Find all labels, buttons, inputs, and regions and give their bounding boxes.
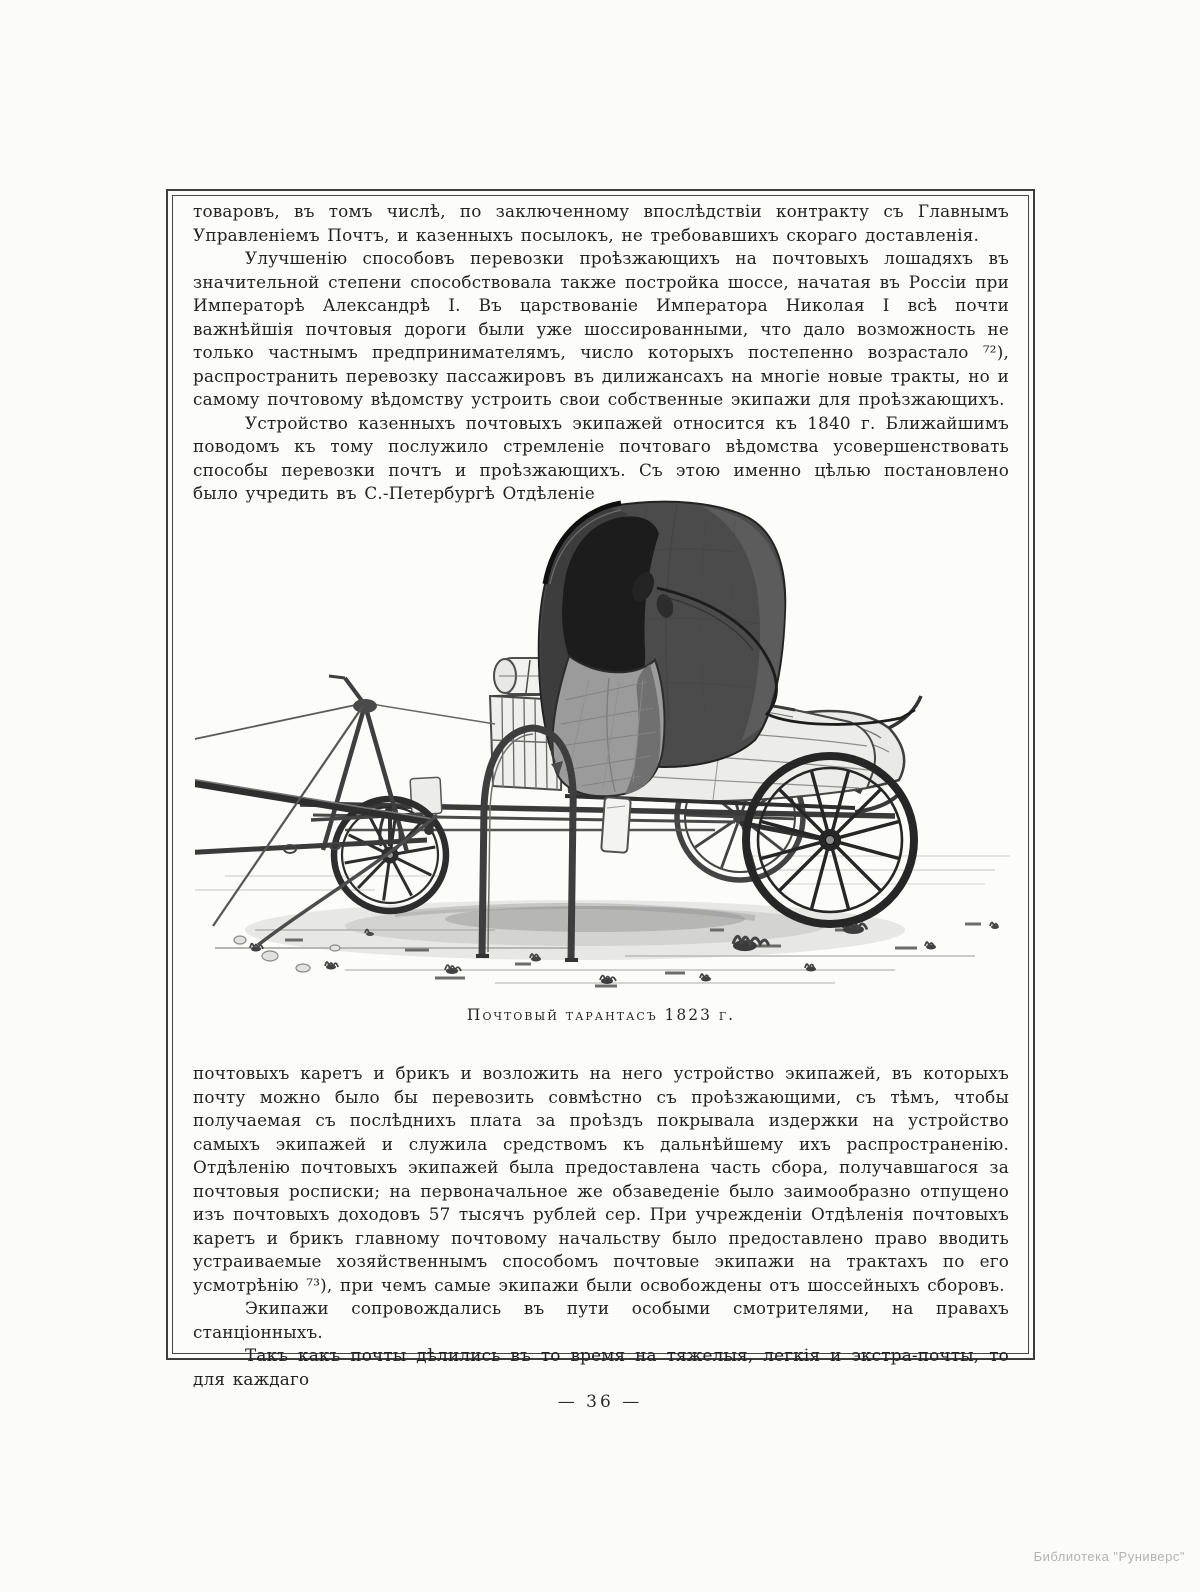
library-watermark: Библиотека "Руниверс" — [1033, 1549, 1185, 1564]
ground — [195, 856, 1010, 986]
figure-tarantass — [195, 478, 1015, 993]
paragraph: товаровъ, въ томъ числѣ, по заключенному впослѣдствіи контракту съ Главнымъ Управленіемъ Почтъ, и казенныхъ посылокъ, не требовавшихъ скораго доставленія. — [193, 201, 1009, 245]
paragraph: Такъ какъ почты дѣлились въ то время на тяжелыя, легкія и экстра-почты, то для каждаго — [193, 1345, 1009, 1389]
figure-caption: Почтовый тарантасъ 1823 г. — [466, 1006, 736, 1024]
text-block-bottom — [193, 1062, 1009, 1391]
paragraph: Устройство казенныхъ почтовыхъ экипажей относится къ 1840 г. Ближайшимъ поводомъ къ тому послужило стремленіе почтоваго вѣдомства усовершенствовать способы перевозки почтъ и проѣзжающихъ. Съ этою именно цѣлью постановлено было учредить въ С.-Петербургѣ Отдѣленіе — [193, 412, 1009, 503]
paragraph: Экипажи сопровождались въ пути особыми смотрителями, на правахъ станціонныхъ. — [193, 1298, 1009, 1342]
paragraph: Улучшенію способовъ перевозки проѣзжающихъ на почтовыхъ лошадяхъ въ значительной степени способствовала также постройка шоссе, начатая въ Россіи при Императорѣ Александрѣ I. Въ царствованіе Императора Николая I всѣ почти важнѣйшія почтовыя дороги были уже шоссированными, что дало возможность не только частнымъ предпринимателямъ, число которыхъ постепенно возрастало ⁷²), распространить перевозку пассажировъ въ дилижансахъ на многіе новые тракты, но и самому почтовому вѣдомству устроить свои собственные экипажи для проѣзжающихъ. — [193, 248, 1009, 409]
tarantass-illustration — [195, 478, 1015, 993]
page-number: — 36 — — [557, 1392, 643, 1412]
paragraph: почтовыхъ каретъ и брикъ и возложить на него устройство экипажей, въ которыхъ почту можно было бы перевозить совмѣстно съ проѣзжающими, съ тѣмъ, чтобы получаемая съ послѣднихъ плата за проѣздъ покрывала издержки на устройство самыхъ экипажей и служила средствомъ къ дальнѣйшему ихъ распространенію. Отдѣленію почтовыхъ экипажей была предоставлена часть сбора, получавшагося за почтовыя росписки; на первоначальное же обзаведеніе было заимообразно отпущено изъ почтовыхъ доходовъ 57 тысячъ рублей сер. При учрежденіи Отдѣленія почтовыхъ каретъ и брикъ главному почтовому начальству было предоставлено право вводить устраиваемые хозяйственнымъ способомъ почтовые экипажи на трактахъ по его усмотрѣнію ⁷³), при чемъ самые экипажи были освобождены отъ шоссейныхъ сборовъ. — [193, 1063, 1009, 1295]
text-block-top — [193, 200, 1009, 506]
